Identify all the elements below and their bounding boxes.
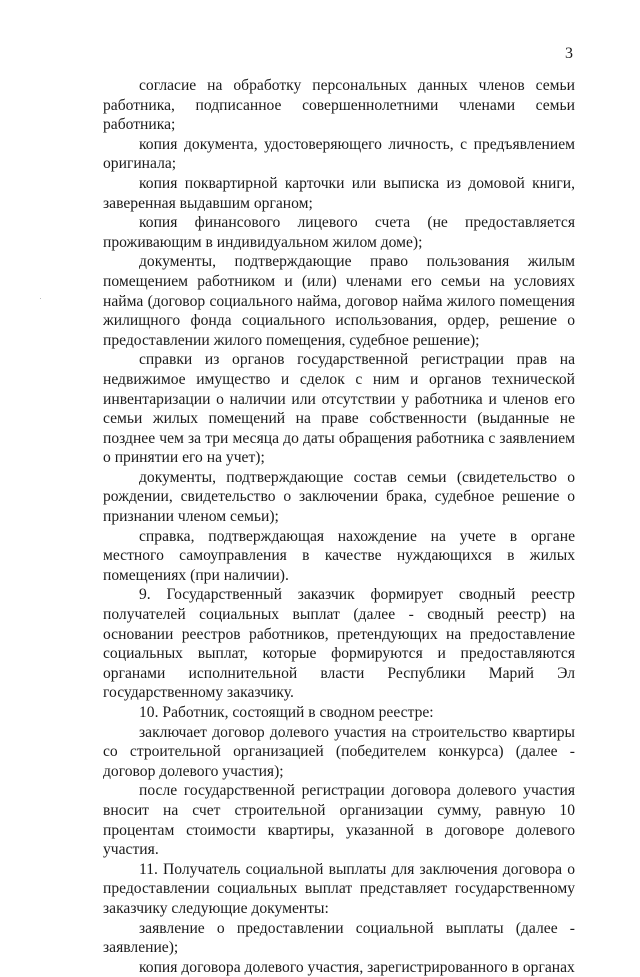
paragraph-consent: согласие на обработку персональных данных членов семьи работника, подписанное совершеннолетними членами семьи работника; xyxy=(103,77,575,134)
paragraph-financial-account: копия финансового лицевого счета (не предоставляется проживающим в индивидуальном жилом доме); xyxy=(103,214,575,251)
paragraph-payment: после государственной регистрации договора долевого участия вносит на счет строительной организации сумму, равную 10 процентам стоимости квартиры, указанной в договоре долевого участия. xyxy=(103,782,575,859)
paragraph-apartment-card: копия поквартирной карточки или выписка из домовой книги, заверенная выдавшим органом; xyxy=(103,174,575,212)
paragraph-right-of-use: документы, подтверждающие право пользования жилым помещением работником и (или) членами его семьи на условиях найма (договор социального найма, договор найма жилого помещения жилищного фонда социального использования, ордер, решение о предоставлении жилого помещения, судебное решение); xyxy=(103,253,575,349)
paragraph-shared-contract: заключает договор долевого участия на строительство квартиры со строительной организацией (победителем конкурса) (далее - договор долевого участия); xyxy=(103,723,575,780)
paragraph-clause-9: 9. Государственный заказчик формирует сводный реестр получателей социальных выплат (далее - сводный реестр) на основании реестров работников, претендующих на предоставление социальных выплат, которые формируются и предоставляются органами исполнительной власти Республики Марий Эл государственному заказчику. xyxy=(103,586,575,702)
margin-mark xyxy=(40,298,41,299)
paragraph-waiting-list: справка, подтверждающая нахождение на учете в органе местного самоуправления в качестве нуждающихся в жилых помещениях (при наличии). xyxy=(103,527,575,584)
paragraph-clause-10: 10. Работник, состоящий в сводном реестре: xyxy=(139,704,434,721)
paragraph-application: заявление о предоставлении социальной выплаты (далее - заявление); xyxy=(103,919,575,957)
paragraph-contract-copy: копия договора долевого участия, зарегистрированного в органах xyxy=(139,958,575,976)
paragraph-clause-11: 11. Получатель социальной выплаты для заключения договора о предоставлении социальных выплат представляет государственному заказчику следующие документы: xyxy=(103,860,575,917)
paragraph-registration-certificates: справки из органов государственной регистрации прав на недвижимое имущество и сделок с ним и органов технической инвентаризации о наличии или отсутствии у работника и членов его семьи жилых помещений на праве собственности (выданные не позднее чем за три месяца до даты обращения работника с заявлением о принятии его на учет); xyxy=(103,351,575,467)
paragraph-identity-copy: копия документа, удостоверяющего личность, с предъявлением оригинала; xyxy=(103,135,575,173)
paragraph-family-composition: документы, подтверждающие состав семьи (свидетельство о рождении, свидетельство о заключении брака, судебное решение о признании членом семьи); xyxy=(103,468,575,526)
page-number: 3 xyxy=(565,45,573,62)
document-body xyxy=(103,76,575,977)
